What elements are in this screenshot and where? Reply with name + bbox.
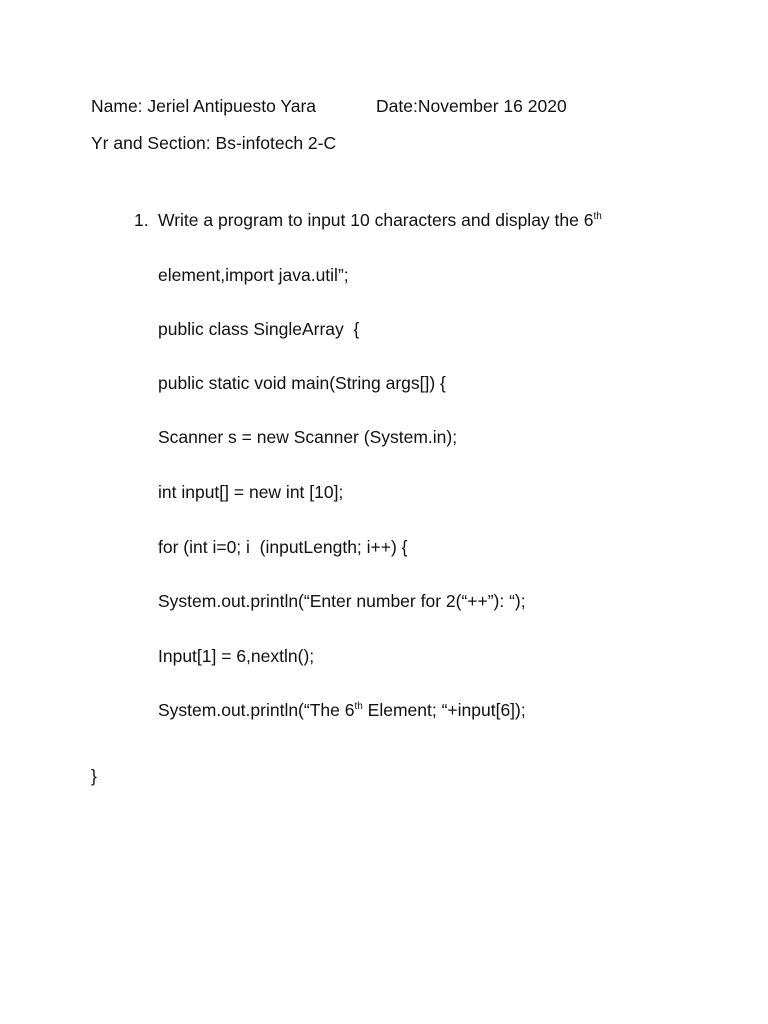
- code-line-4: Scanner s = new Scanner (System.in);: [158, 427, 458, 447]
- question-text-superscript: th: [593, 211, 602, 222]
- code-line-9-superscript: th: [354, 701, 363, 712]
- question-text-main: Write a program to input 10 characters and display the 6: [158, 210, 594, 230]
- closing-brace: }: [91, 766, 97, 786]
- code-line-9: [158, 699, 526, 721]
- question-text: [158, 209, 602, 231]
- submission-date: Date:November 16 2020: [376, 96, 567, 116]
- code-line-3: public static void main(String args[]) {: [158, 373, 446, 393]
- student-name: Name: Jeriel Antipuesto Yara: [91, 96, 317, 116]
- question-number: 1.: [134, 210, 149, 230]
- year-and-section: Yr and Section: Bs-infotech 2-C: [91, 133, 337, 153]
- code-line-8: Input[1] = 6,nextln();: [158, 646, 315, 666]
- code-line-2: public class SingleArray {: [158, 319, 360, 339]
- code-line-9-end: Element; “+input[6]);: [362, 700, 526, 720]
- code-line-9-start: System.out.println(“The 6: [158, 700, 355, 720]
- code-line-5: int input[] = new int [10];: [158, 482, 344, 502]
- code-line-6: for (int i=0; i (inputLength; i++) {: [158, 537, 408, 557]
- code-line-1: element,import java.util”;: [158, 265, 349, 285]
- code-line-7: System.out.println(“Enter number for 2(“++”): “);: [158, 591, 526, 611]
